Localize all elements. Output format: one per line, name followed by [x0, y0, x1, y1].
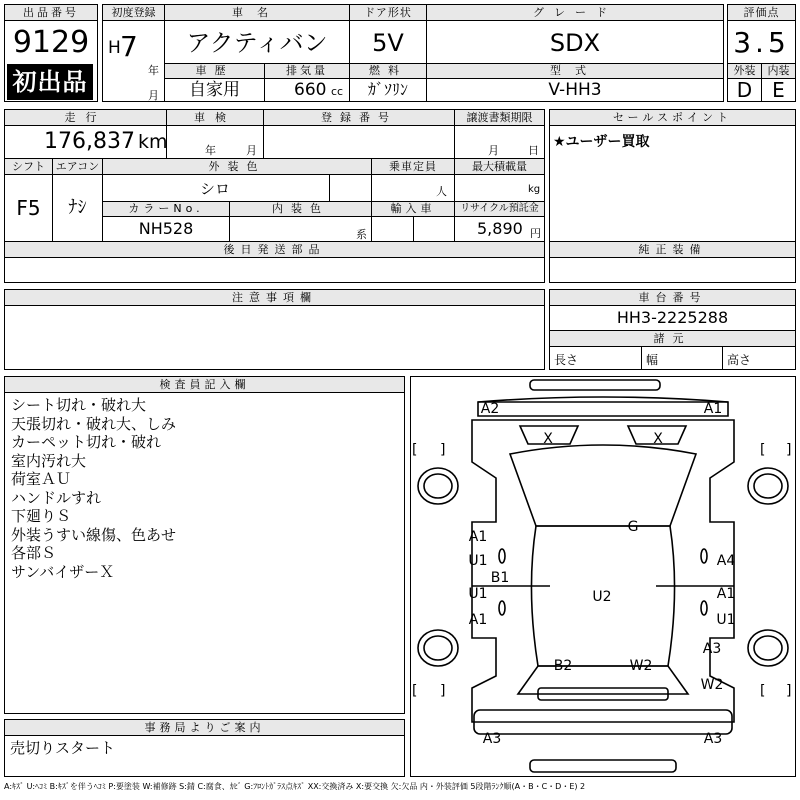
inspector-item: 荷室ＡＵ	[11, 470, 72, 488]
inspector-item: カーペット切れ・破れ	[11, 433, 162, 451]
damage-mark: B1	[490, 570, 510, 586]
damage-mark: X	[543, 431, 553, 447]
car-name-label: 車名	[164, 4, 350, 21]
damage-mark: U1	[468, 553, 488, 569]
damage-mark: A3	[702, 641, 722, 657]
transfer-day-unit: 日	[528, 144, 539, 157]
int-color-unit: 系	[356, 228, 367, 241]
length-label: 長さ	[554, 353, 579, 367]
damage-mark: A1	[703, 401, 723, 417]
recycle-unit: 円	[530, 227, 541, 240]
score: 3.5	[727, 20, 796, 64]
lot-number-label: 出品番号	[4, 4, 98, 21]
era: H	[108, 38, 121, 58]
ac-label: エアコン	[52, 158, 103, 175]
score-label: 評価点	[727, 4, 796, 21]
inspector-item: 天張切れ・破れ大、しみ	[11, 414, 177, 433]
damage-mark: B2	[553, 658, 573, 674]
damage-mark: U1	[716, 612, 736, 628]
model-code: V-HH3	[426, 78, 724, 102]
inspection-label: 車検	[166, 109, 264, 126]
exterior-grade: D	[727, 78, 762, 102]
inspection-year-unit: 年	[205, 144, 216, 157]
width-label: 幅	[646, 353, 659, 367]
transfer-label: 譲渡書類期限	[454, 109, 545, 126]
chassis-number: HH3-2225288	[549, 305, 796, 331]
reg-no-cell	[263, 125, 455, 159]
height-label: 高さ	[727, 353, 752, 367]
damage-mark: A2	[480, 401, 500, 417]
color-no: NH528	[102, 216, 230, 242]
inspector-item: 外装うすい線傷、色あせ	[11, 525, 177, 544]
transfer-month-unit: 月	[488, 144, 499, 157]
first-listing-badge: 初出品	[7, 64, 93, 100]
bracket-mark: [	[412, 442, 418, 458]
ext-color-sub-cell	[329, 174, 372, 202]
max-load-unit: kg	[528, 184, 541, 195]
damage-mark: U1	[468, 586, 488, 602]
inspector-label: 検査員記入欄	[4, 376, 405, 393]
office-label: 事務局よりご案内	[4, 719, 405, 736]
inspector-notes	[4, 392, 405, 714]
inspector-item: 室内汚れ大	[11, 451, 87, 470]
ext-color-label: 外装色	[102, 158, 372, 175]
chassis-label: 車台番号	[549, 289, 796, 306]
import-cell-b	[413, 216, 455, 242]
dims-label: 諸元	[549, 330, 796, 347]
max-load-label: 最大積載量	[454, 158, 545, 175]
reg-year: 7	[120, 30, 138, 63]
first-registration-label: 初度登録	[102, 4, 165, 21]
displacement: 660	[294, 80, 327, 100]
bracket-mark: ]	[440, 683, 446, 699]
inspector-item: 下廻りＳ	[11, 507, 72, 525]
import-label: 輸入車	[371, 201, 455, 217]
genuine-equipment-cell	[549, 257, 796, 283]
fuel-label: 燃料	[349, 63, 427, 79]
car-name: アクティバン	[164, 20, 350, 64]
mileage-unit: km	[138, 131, 168, 153]
model-code-label: 型式	[426, 63, 724, 79]
damage-mark: A3	[482, 731, 502, 747]
year-unit: 年	[148, 64, 159, 77]
damage-mark: W2	[700, 677, 724, 693]
damage-mark: U2	[592, 589, 612, 605]
recycle-fee: 5,890	[477, 219, 523, 238]
sales-points-text: ★ユーザー買取	[553, 134, 650, 150]
notes-cell	[4, 305, 545, 370]
int-color-cell	[229, 216, 372, 242]
damage-mark: A4	[716, 553, 736, 569]
recycle-label: リサイクル預託金	[454, 201, 545, 217]
later-parts-label: 後日発送部品	[4, 241, 545, 258]
shift-label: シフト	[4, 158, 53, 175]
notes-label: 注意事項欄	[4, 289, 545, 306]
legend: A:ｷｽﾞ U:ﾍｺﾐ B:ｷｽﾞを伴うﾍｺﾐ P:要塗装 W:補修跡 S:錆 C:腐食、ｶﾋﾞ G:ﾌﾛﾝﾄｶﾞﾗｽ点ｷｽﾞ XX:交換済み X:要交換 欠:欠品 内・外装評価 5段階ﾗﾝｸ順(A・B・C・D・E) 2	[4, 782, 586, 791]
sales-points-label: セールスポイント	[549, 109, 796, 126]
damage-mark: X	[653, 431, 663, 447]
damage-mark: A1	[468, 612, 488, 628]
inspection-month-unit: 月	[246, 144, 257, 157]
damage-mark: A1	[716, 586, 736, 602]
office-text: 売切りスタート	[10, 739, 116, 757]
inspector-item: シート切れ・破れ大	[11, 396, 147, 414]
ext-color: シロ	[200, 180, 231, 198]
bracket-mark: [	[760, 442, 766, 458]
mileage: 176,837	[44, 129, 135, 154]
inspector-item: 各部Ｓ	[11, 544, 57, 562]
inspector-item: ハンドルすれ	[11, 488, 102, 507]
exterior-grade-label: 外装	[727, 63, 762, 79]
air-conditioner: ﾅｼ	[52, 174, 103, 242]
displacement-label: 排気量	[264, 63, 350, 79]
grade: SDX	[426, 20, 724, 64]
reg-no-label: 登録番号	[263, 109, 455, 126]
import-cell-a	[371, 216, 414, 242]
displacement-unit: cc	[331, 85, 344, 98]
damage-mark: A3	[703, 731, 723, 747]
mileage-label: 走行	[4, 109, 167, 126]
capacity-unit: 人	[436, 185, 447, 198]
genuine-equipment-label: 純正装備	[549, 241, 796, 258]
grade-label: グレード	[426, 4, 724, 21]
history: 自家用	[164, 78, 265, 102]
interior-grade-label: 内装	[761, 63, 796, 79]
color-no-label: カラーNo.	[102, 201, 230, 217]
bracket-mark: [	[412, 683, 418, 699]
door-type: 5V	[349, 20, 427, 64]
fuel: ｶﾞｿﾘﾝ	[349, 78, 427, 102]
month-unit: 月	[148, 89, 159, 102]
capacity-label: 乗車定員	[371, 158, 455, 175]
bracket-mark: ]	[440, 442, 446, 458]
int-color-label: 内装色	[229, 201, 372, 217]
damage-mark: W2	[629, 658, 653, 674]
inspector-item: サンバイザーＸ	[11, 562, 115, 581]
bracket-mark: ]	[786, 442, 792, 458]
bracket-mark: [	[760, 683, 766, 699]
lot-number: 9129	[4, 20, 98, 64]
history-label: 車歴	[164, 63, 265, 79]
shift: F5	[4, 174, 53, 242]
door-label: ドア形状	[349, 4, 427, 21]
damage-diagram	[410, 376, 796, 777]
bracket-mark: ]	[786, 683, 792, 699]
damage-mark: A1	[468, 529, 488, 545]
damage-mark: G	[627, 519, 639, 535]
later-parts-cell	[4, 257, 545, 283]
interior-grade: E	[761, 78, 796, 102]
